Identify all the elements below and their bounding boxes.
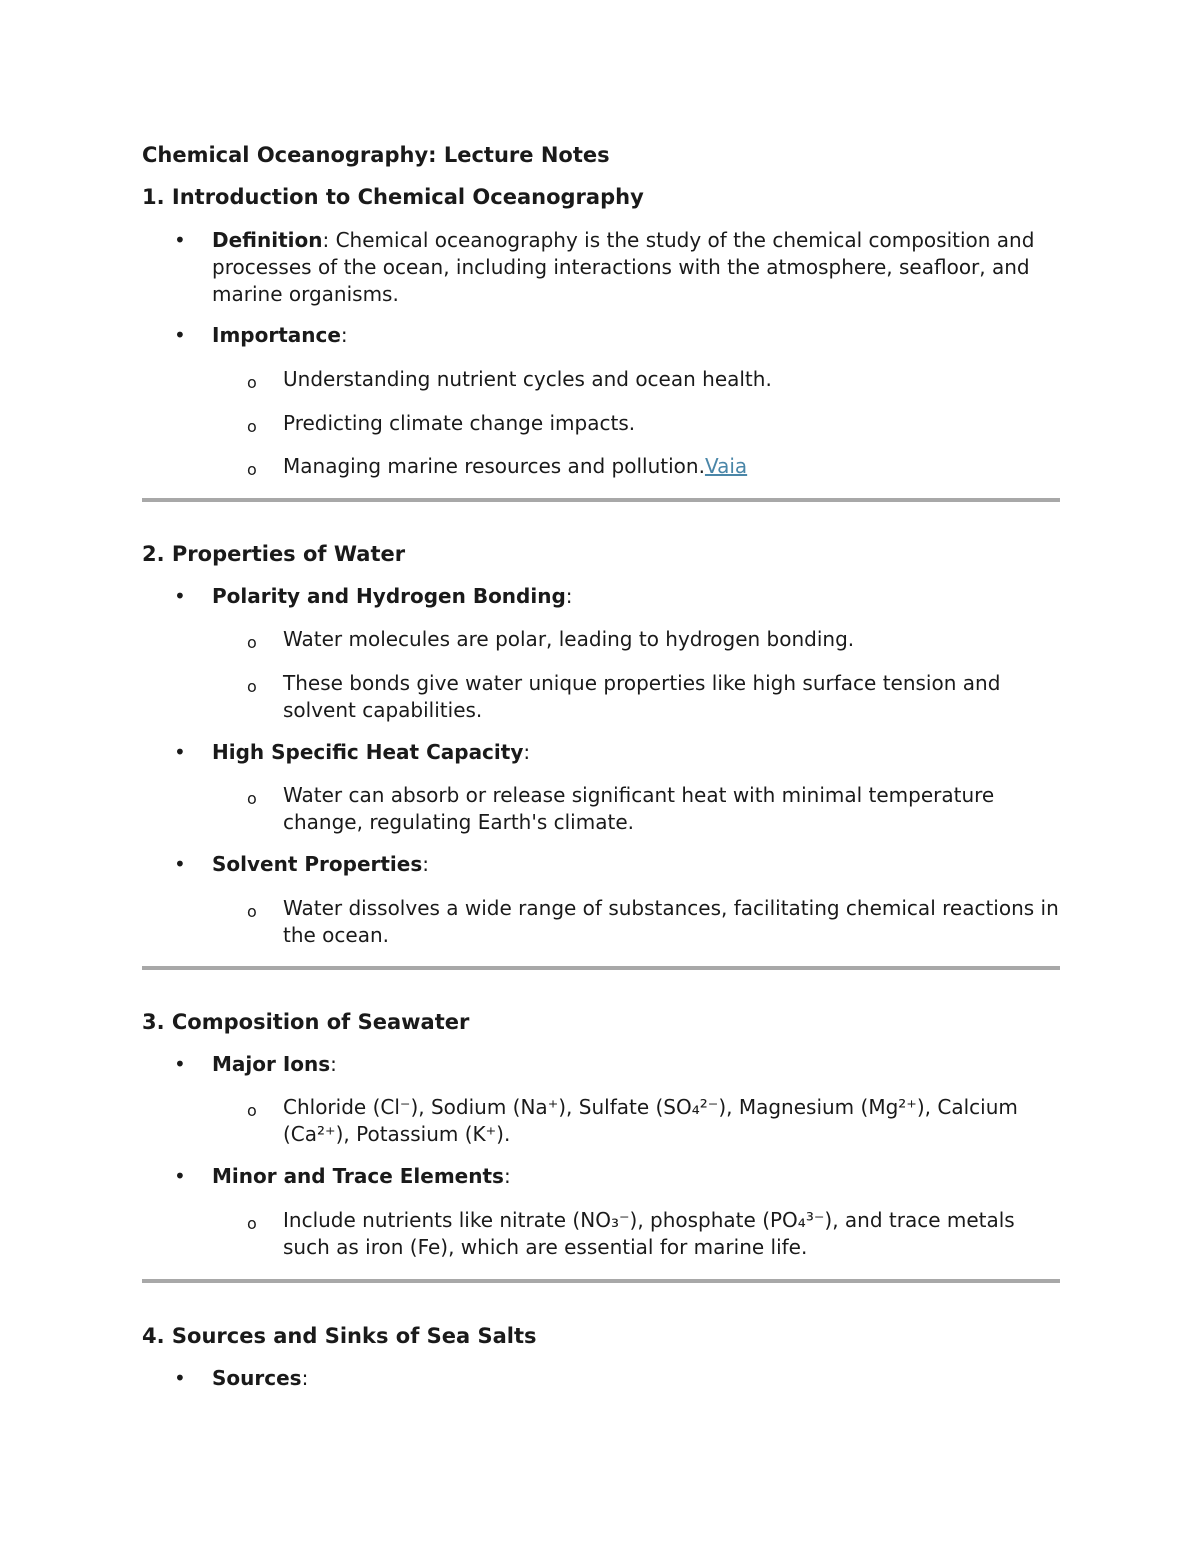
sub-marker: o (247, 633, 257, 652)
list-item-text: Predicting climate change impacts. (283, 411, 636, 435)
bullet-polarity (142, 583, 1060, 724)
list-item-text: Chloride (Cl⁻), Sodium (Na⁺), Sulfate (SO₄²⁻), Magnesium (Mg²⁺), Calcium (Ca²⁺), Potassium (K⁺). (283, 1095, 1018, 1146)
section-heading: 1. Introduction to Chemical Oceanography (142, 185, 644, 209)
bullet-label: Importance (212, 323, 341, 347)
list-item-text: Include nutrients like nitrate (NO₃⁻), phosphate (PO₄³⁻), and trace metals such as iron (Fe), which are essential for marine life. (283, 1208, 1015, 1259)
bullet-colon: : (422, 852, 430, 876)
list-item (142, 1207, 1060, 1261)
list-item (142, 453, 1060, 480)
section-composition-of-seawater (142, 1009, 1060, 1283)
sub-marker: o (247, 460, 257, 479)
sub-marker: o (247, 902, 257, 921)
bullet-colon: : (523, 740, 531, 764)
bullet-colon: : (301, 1366, 309, 1390)
list-item (142, 410, 1060, 437)
list-item (142, 782, 1060, 836)
bullet-marker: • (174, 852, 186, 876)
bullet-colon: : (330, 1052, 337, 1076)
bullet-colon: : (340, 323, 348, 347)
list-item-text: Understanding nutrient cycles and ocean health. (283, 367, 772, 391)
vaia-link[interactable]: Vaia (704, 454, 748, 478)
bullet-label: Major Ions (212, 1052, 331, 1076)
section-properties-of-water (142, 541, 1060, 970)
bullet-label: Polarity and Hydrogen Bonding (212, 584, 566, 608)
bullet-label: Sources (212, 1366, 302, 1390)
bullet-marker: • (174, 1366, 186, 1390)
bullet-sources (142, 1365, 1060, 1392)
definition-text: : Chemical oceanography is the study of the chemical composition and processes of the ocean, including interactions with the atmosphere, seafloor, and marine organisms. (212, 228, 1035, 306)
sub-marker: o (247, 373, 257, 392)
section-introduction (142, 184, 1060, 502)
bullet-trace-elements (142, 1163, 1060, 1261)
sub-marker: o (247, 1214, 257, 1233)
list-item (142, 1094, 1060, 1148)
bullet-major-ions (142, 1051, 1060, 1148)
list-item-text: Managing marine resources and pollution. (283, 454, 705, 478)
list-item-text: Water can absorb or release significant heat with minimal temperature change, regulating Earth's climate. (283, 783, 995, 834)
bullet-marker: • (174, 323, 186, 347)
bullet-solvent (142, 851, 1060, 949)
list-item-text: These bonds give water unique properties like high surface tension and solvent capabilities. (283, 671, 1001, 722)
bullet-marker: • (174, 584, 186, 608)
list-item (142, 895, 1060, 949)
horizontal-rule (142, 498, 1060, 502)
sub-marker: o (247, 677, 257, 696)
bullet-label: Definition (212, 228, 323, 252)
bullet-marker: • (174, 740, 186, 764)
section-heading: 4. Sources and Sinks of Sea Salts (142, 1324, 537, 1348)
sub-marker: o (247, 417, 257, 436)
list-item (142, 626, 1060, 653)
bullet-label: Minor and Trace Elements (212, 1164, 504, 1188)
bullet-colon: : (565, 584, 573, 608)
section-heading: 2. Properties of Water (142, 542, 406, 566)
bullet-label: Solvent Properties (212, 852, 423, 876)
list-item (142, 670, 1060, 724)
bullet-colon: : (503, 1164, 511, 1188)
bullet-specific-heat (142, 739, 1060, 836)
list-item-text: Water dissolves a wide range of substances, facilitating chemical reactions in the ocean. (283, 896, 1059, 947)
section-sources-and-sinks (142, 1323, 1060, 1392)
sub-marker: o (247, 789, 257, 808)
horizontal-rule (142, 1279, 1060, 1283)
bullet-marker: • (174, 228, 186, 252)
horizontal-rule (142, 966, 1060, 970)
sub-marker: o (247, 1101, 257, 1120)
list-item-text: Water molecules are polar, leading to hydrogen bonding. (283, 627, 855, 651)
bullet-label: High Specific Heat Capacity (212, 740, 524, 764)
bullet-importance (142, 322, 1060, 480)
bullet-marker: • (174, 1052, 186, 1076)
document-title: Chemical Oceanography: Lecture Notes (142, 143, 610, 167)
bullet-marker: • (174, 1164, 186, 1188)
list-item (142, 366, 1060, 393)
section-heading: 3. Composition of Seawater (142, 1010, 470, 1034)
document-page (142, 140, 1060, 1392)
bullet-definition (142, 227, 1060, 308)
